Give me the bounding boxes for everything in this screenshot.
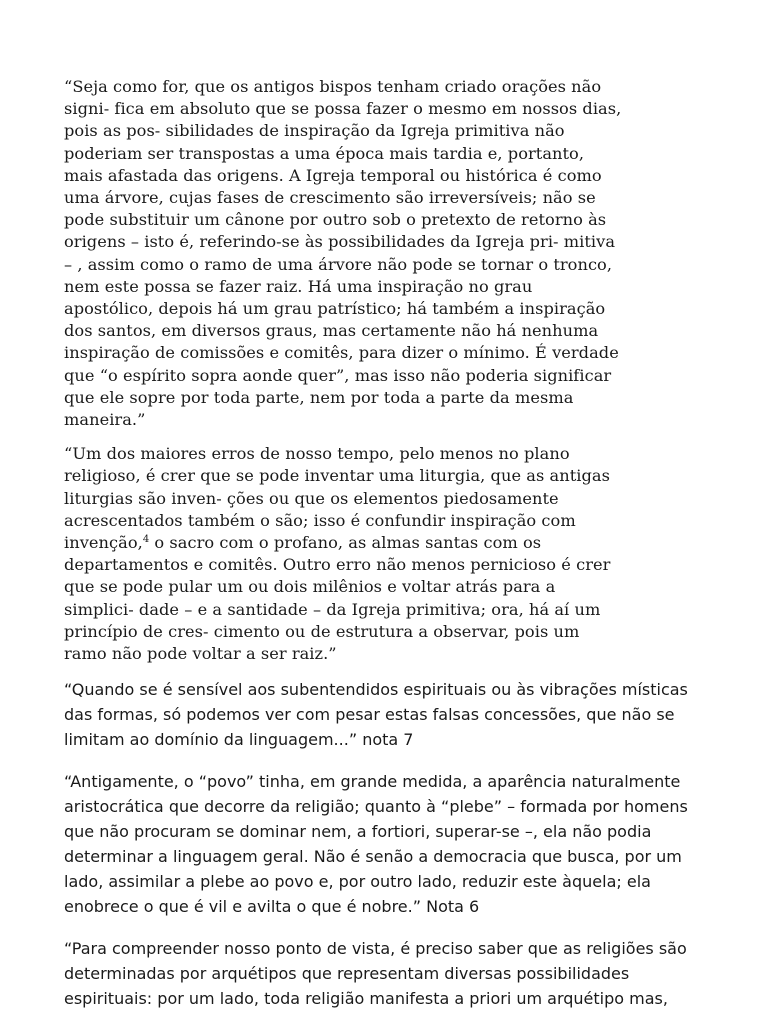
text-line: maneira.” bbox=[64, 410, 146, 430]
text-line: apostólico, depois há um grau patrístico; há também a inspiração bbox=[64, 299, 606, 319]
text-line: das formas, só podemos ver com pesar estas falsas concessões, que não se bbox=[64, 705, 675, 725]
text-line: signi- fica em absoluto que se possa fazer o mesmo em nossos dias, bbox=[64, 99, 622, 119]
text-line: uma árvore, cujas fases de crescimento são irreversíveis; não se bbox=[64, 188, 596, 208]
text-line: departamentos e comitês. Outro erro não menos pernicioso é crer bbox=[64, 555, 611, 575]
text-line: aristocrática que decorre da religião; quanto à “plebe” – formada por homens bbox=[64, 797, 688, 817]
text-line: – , assim como o ramo de uma árvore não pode se tornar o tronco, bbox=[64, 254, 613, 274]
text-line: pode substituir um cânone por outro sob o pretexto de retorno às bbox=[64, 210, 607, 230]
text-line: lado, assimilar a plebe ao povo e, por outro lado, reduzir este àquela; ela bbox=[64, 872, 651, 892]
text-line: princípio de cres- cimento ou de estrutura a observar, pois um bbox=[64, 621, 580, 641]
text-line: “Seja como for, que os antigos bispos tenham criado orações não bbox=[64, 77, 602, 96]
text-line-with-footnote bbox=[64, 532, 714, 554]
text-line: que ele sopre por toda parte, nem por toda a parte da mesma bbox=[64, 387, 574, 407]
text-line: “Um dos maiores erros de nosso tempo, pelo menos no plano bbox=[64, 444, 570, 464]
text-line: dos santos, em diversos graus, mas certamente não há nenhuma bbox=[64, 321, 599, 341]
text-segment: o sacro com o profano, as almas santas com os bbox=[149, 533, 542, 553]
text-segment: invenção, bbox=[64, 533, 143, 553]
text-line: limitam ao domínio da linguagem...” nota 7 bbox=[64, 730, 414, 750]
text-line: origens – isto é, referindo-se às possibilidades da Igreja pri- mitiva bbox=[64, 232, 616, 252]
text-line: poderiam ser transpostas a uma época mais tardia e, portanto, bbox=[64, 143, 585, 163]
text-line: mais afastada das origens. A Igreja temporal ou histórica é como bbox=[64, 165, 602, 185]
text-line: “Quando se é sensível aos subentendidos espirituais ou às vibrações místicas bbox=[64, 680, 688, 700]
text-line: enobrece o que é vil e avilta o que é nobre.” Nota 6 bbox=[64, 897, 480, 917]
text-line: liturgias são inven- ções ou que os elementos piedosamente bbox=[64, 488, 559, 508]
text-line: inspiração de comissões e comitês, para dizer o mínimo. É verdade bbox=[64, 343, 619, 363]
text-line: “Antigamente, o “povo” tinha, em grande medida, a aparência naturalmente bbox=[64, 772, 681, 792]
text-line: religioso, é crer que se pode inventar uma liturgia, que as antigas bbox=[64, 466, 610, 486]
text-line: pois as pos- sibilidades de inspiração da Igreja primitiva não bbox=[64, 121, 565, 141]
text-line: determinadas por arquétipos que representam diversas possibilidades bbox=[64, 964, 630, 984]
text-line: acrescentados também o são; isso é confundir inspiração com bbox=[64, 510, 576, 530]
quote-paragraph-3 bbox=[64, 677, 714, 752]
document-page bbox=[64, 76, 714, 1028]
text-line: nem este possa se fazer raiz. Há uma inspiração no grau bbox=[64, 276, 533, 296]
text-line: determinar a linguagem geral. Não é senão a democracia que busca, por um bbox=[64, 847, 682, 867]
text-line: espirituais: por um lado, toda religião manifesta a priori um arquétipo mas, bbox=[64, 989, 668, 1009]
quote-paragraph-1 bbox=[64, 76, 714, 431]
quote-paragraph-5 bbox=[64, 936, 714, 1011]
text-line: que se pode pular um ou dois milênios e voltar atrás para a bbox=[64, 577, 556, 597]
text-line: que “o espírito sopra aonde quer”, mas isso não poderia significar bbox=[64, 365, 612, 385]
text-line: que não procuram se dominar nem, a fortiori, superar-se –, ela não podia bbox=[64, 822, 652, 842]
footnote-reference[interactable]: 4 bbox=[142, 534, 150, 546]
text-line: “Para compreender nosso ponto de vista, é preciso saber que as religiões são bbox=[64, 939, 687, 959]
text-line: simplici- dade – e a santidade – da Igreja primitiva; ora, há aí um bbox=[64, 599, 601, 619]
text-line: ramo não pode voltar a ser raiz.” bbox=[64, 644, 337, 664]
quote-paragraph-2 bbox=[64, 443, 714, 665]
quote-paragraph-4 bbox=[64, 769, 714, 919]
